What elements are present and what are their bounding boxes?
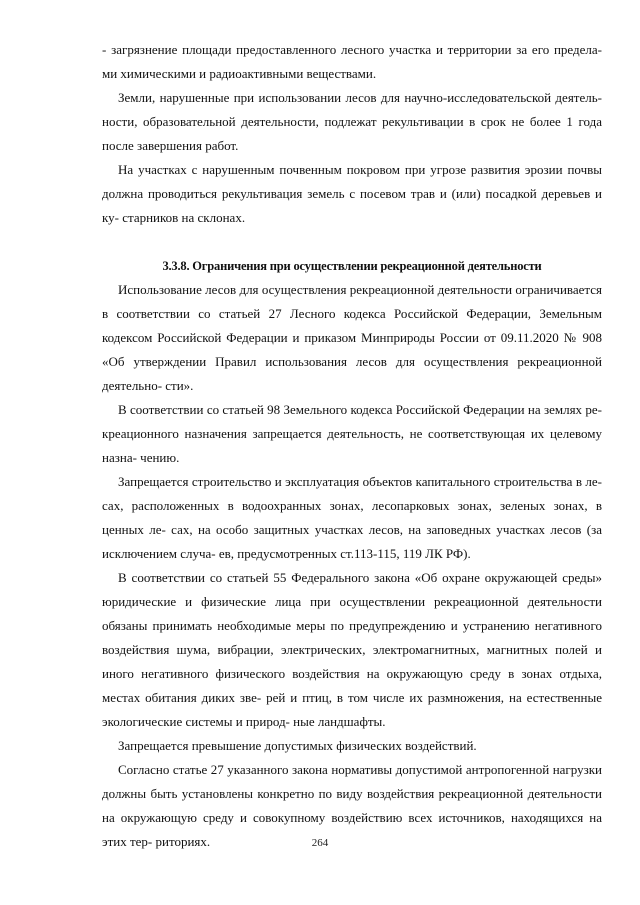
paragraph-physical-impact: Запрещается превышение допустимых физических воздействий. <box>118 738 477 753</box>
paragraph-pollution: - загрязнение площади предоставленного лесного участка и территории за его предела- ми химическими и радиоактивными веществами. <box>102 42 602 81</box>
paragraph-recreation-use: Использование лесов для осуществления рекреационной деятельности ограничивается в соответствии со статьей 27 Лесного кодекса Российской Федерации, Земельным кодексом Российской Федерации и приказом Минприроды России от 09.11.2020 № 908 «Об утверждении Правил использования лесов для осуществления рекреационной деятельно- сти». <box>102 282 602 393</box>
document-body <box>102 38 602 854</box>
section-heading: 3.3.8. Ограничения при осуществлении рекреационной деятельности <box>162 259 542 273</box>
paragraph-load-norms: Согласно статье 27 указанного закона нормативы допустимой антропогенной нагрузки должны быть установлены конкретно по виду воздействия рекреационной деятельности на окружающую среду и совокупному воздействию всех источников, находящихся на этих тер- риториях. <box>102 762 602 849</box>
paragraph-research-lands: Земли, нарушенные при использовании лесов для научно-исследовательской деятель- ности, образовательной деятельности, подлежат рекультивации в срок не более 1 года после завершения работ. <box>102 90 602 153</box>
page-number: 264 <box>311 837 329 849</box>
paragraph-construction-ban: Запрещается строительство и эксплуатация объектов капитального строительства в ле- сах, расположенных в водоохранных зонах, лесопарковых зонах, зеленых зонах, в ценных ле- сах, на особо защитных участках лесов, на заповедных участках лесов (за исключением случа- ев, предусмотренных ст.113-115, 119 ЛК РФ). <box>102 474 602 561</box>
paragraph-erosion: На участках с нарушенным почвенным покровом при угрозе развития эрозии почвы должна проводиться рекультивация земель с посевом трав и (или) посадкой деревьев и ку- старников на склонах. <box>102 162 602 225</box>
paragraph-environment-law: В соответствии со статьей 55 Федерального закона «Об охране окружающей среды» юридические и физические лица при осуществлении рекреационной деятельности обязаны принимать необходимые меры по предупреждению и устранению негативного воздействия шума, вибрации, электрических, электромагнитных, магнитных полей и иного негативного физического воздействия на окружающую среду в зонах отдыха, местах обитания диких зве- рей и птиц, в том числе их размножения, на естественные экологические системы и природ- ные ландшафты. <box>102 570 602 729</box>
paragraph-land-code: В соответствии со статьей 98 Земельного кодекса Российской Федерации на землях ре- креационного назначения запрещается деятельность, не соответствующая их целевому назна- чению. <box>102 402 602 465</box>
